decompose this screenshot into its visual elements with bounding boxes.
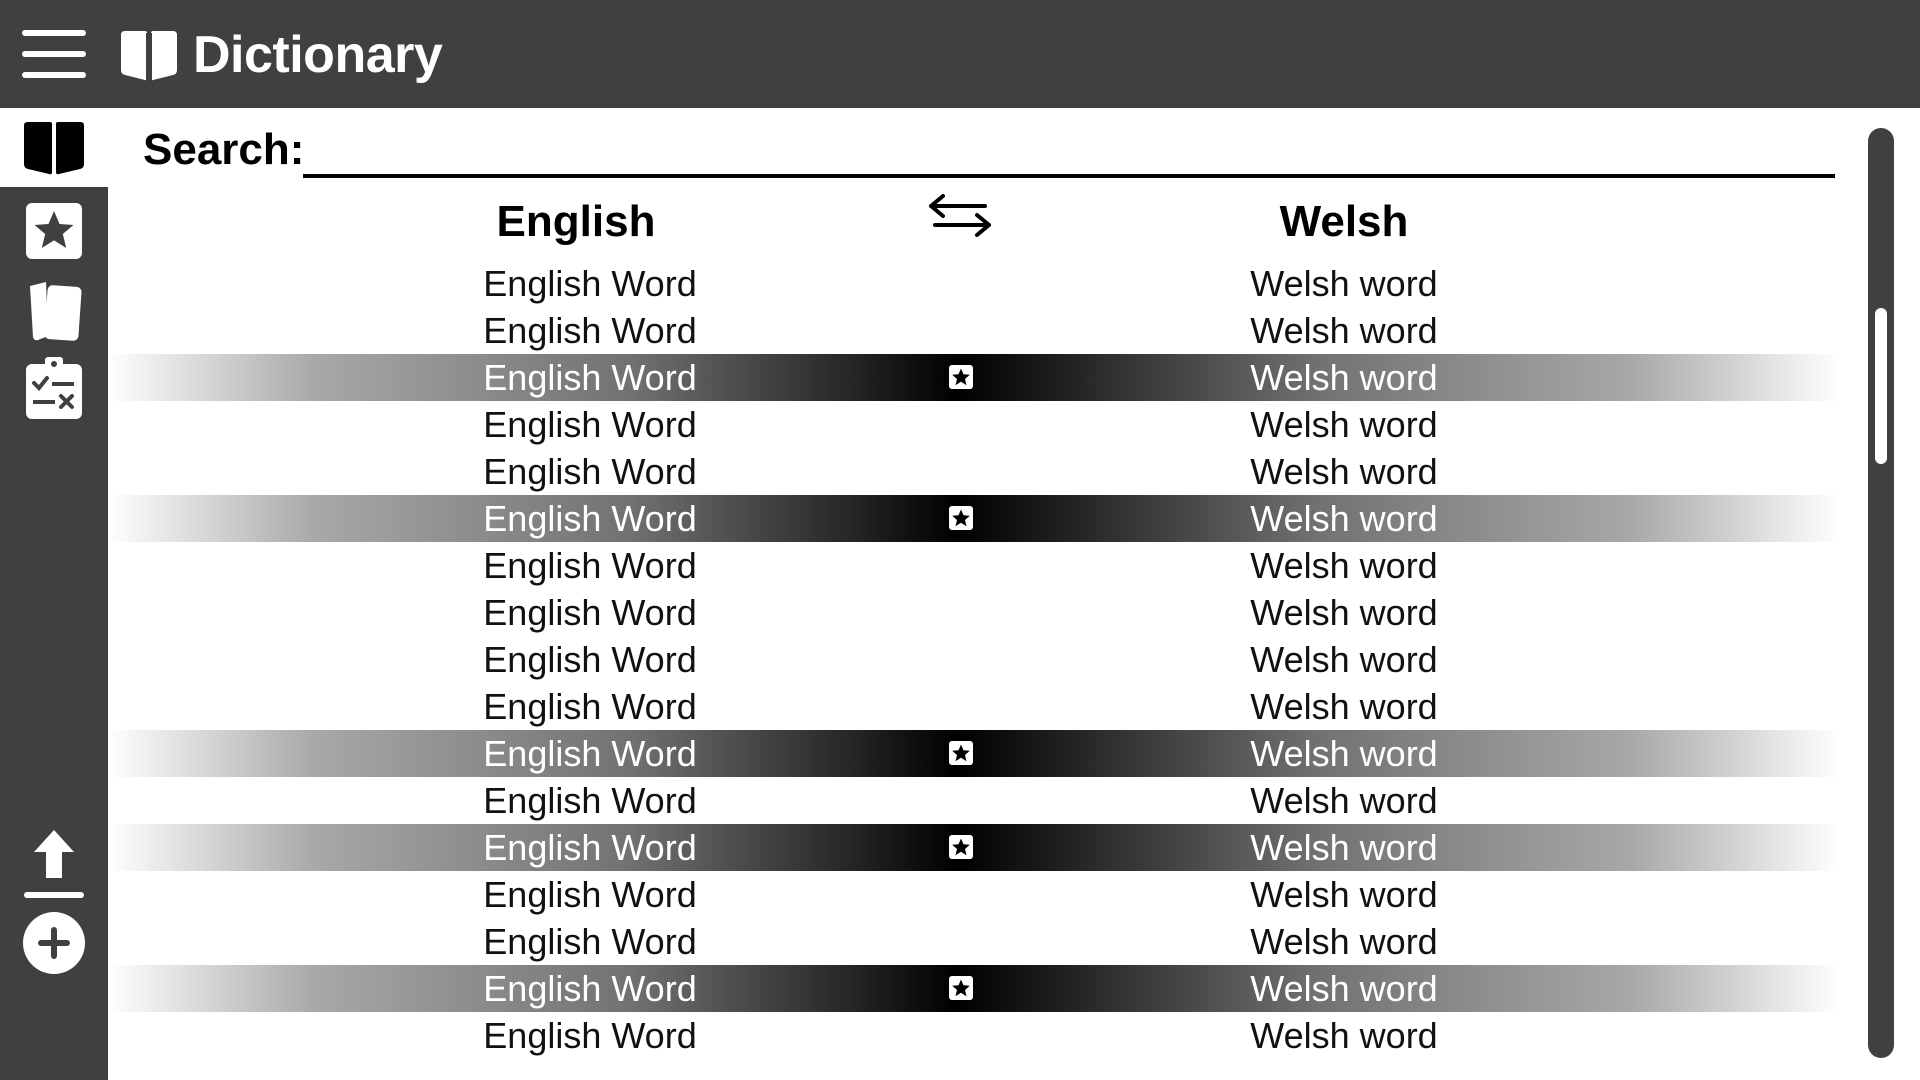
welsh-word: Welsh word (1250, 780, 1438, 821)
word-row[interactable] (108, 871, 1840, 918)
favourite-star-icon[interactable] (948, 505, 974, 531)
swap-language-icon[interactable] (925, 192, 995, 240)
welsh-word: Welsh word (1250, 451, 1438, 492)
english-word: English Word (483, 263, 697, 304)
word-row[interactable] (108, 354, 1840, 401)
word-row[interactable] (108, 589, 1840, 636)
english-word: English Word (483, 404, 697, 445)
word-row[interactable] (108, 448, 1840, 495)
welsh-column-header[interactable]: Welsh (1279, 197, 1409, 246)
english-word: English Word (483, 1015, 697, 1056)
word-row[interactable] (108, 683, 1840, 730)
sidebar-item-favourites-star-icon[interactable] (25, 202, 83, 260)
welsh-word: Welsh word (1250, 404, 1438, 445)
sidebar-item-flashcards-icon[interactable] (24, 278, 84, 344)
search-input[interactable] (303, 124, 1835, 178)
english-word: English Word (483, 639, 697, 680)
word-row[interactable] (108, 495, 1840, 542)
word-row[interactable] (108, 542, 1840, 589)
english-word: English Word (483, 545, 697, 586)
add-word-plus-icon[interactable] (22, 911, 86, 975)
welsh-word: Welsh word (1250, 686, 1438, 727)
welsh-word: Welsh word (1250, 263, 1438, 304)
book-icon (22, 121, 86, 175)
english-word: English Word (483, 451, 697, 492)
welsh-word: Welsh word (1250, 592, 1438, 633)
word-row[interactable] (108, 260, 1840, 307)
word-row[interactable] (108, 1012, 1840, 1059)
word-row[interactable] (108, 824, 1840, 871)
favourite-star-icon[interactable] (948, 364, 974, 390)
welsh-word: Welsh word (1250, 827, 1438, 868)
english-word: English Word (483, 827, 697, 868)
english-word: English Word (483, 592, 697, 633)
word-row[interactable] (108, 636, 1840, 683)
word-list (108, 260, 1840, 1059)
sidebar-item-quiz-clipboard-icon[interactable] (25, 356, 83, 420)
word-row[interactable] (108, 965, 1840, 1012)
welsh-word: Welsh word (1250, 498, 1438, 539)
english-word: English Word (483, 921, 697, 962)
word-row[interactable] (108, 307, 1840, 354)
book-icon (117, 29, 181, 83)
english-word: English Word (483, 874, 697, 915)
english-word: English Word (483, 968, 697, 1009)
scrollbar-thumb[interactable] (1875, 308, 1887, 464)
english-word: English Word (483, 310, 697, 351)
english-column-header[interactable]: English (496, 197, 656, 246)
welsh-word: Welsh word (1250, 639, 1438, 680)
word-row[interactable] (108, 401, 1840, 448)
english-word: English Word (483, 780, 697, 821)
word-row[interactable] (108, 730, 1840, 777)
english-word: English Word (483, 498, 697, 539)
search-label: Search: (143, 125, 305, 174)
sidebar-item-dictionary[interactable] (0, 108, 108, 187)
welsh-word: Welsh word (1250, 921, 1438, 962)
welsh-word: Welsh word (1250, 968, 1438, 1009)
english-word: English Word (483, 686, 697, 727)
welsh-word: Welsh word (1250, 357, 1438, 398)
welsh-word: Welsh word (1250, 874, 1438, 915)
welsh-word: Welsh word (1250, 733, 1438, 774)
word-row[interactable] (108, 777, 1840, 824)
favourite-star-icon[interactable] (948, 740, 974, 766)
app-title: Dictionary (193, 26, 443, 84)
menu-button[interactable] (22, 30, 86, 78)
upload-icon[interactable] (22, 826, 86, 900)
english-word: English Word (483, 733, 697, 774)
top-app-bar (0, 0, 1920, 108)
sidebar (0, 108, 108, 1080)
favourite-star-icon[interactable] (948, 975, 974, 1001)
word-row[interactable] (108, 918, 1840, 965)
english-word: English Word (483, 357, 697, 398)
scrollbar[interactable] (1868, 128, 1894, 1058)
favourite-star-icon[interactable] (948, 834, 974, 860)
welsh-word: Welsh word (1250, 310, 1438, 351)
welsh-word: Welsh word (1250, 1015, 1438, 1056)
welsh-word: Welsh word (1250, 545, 1438, 586)
